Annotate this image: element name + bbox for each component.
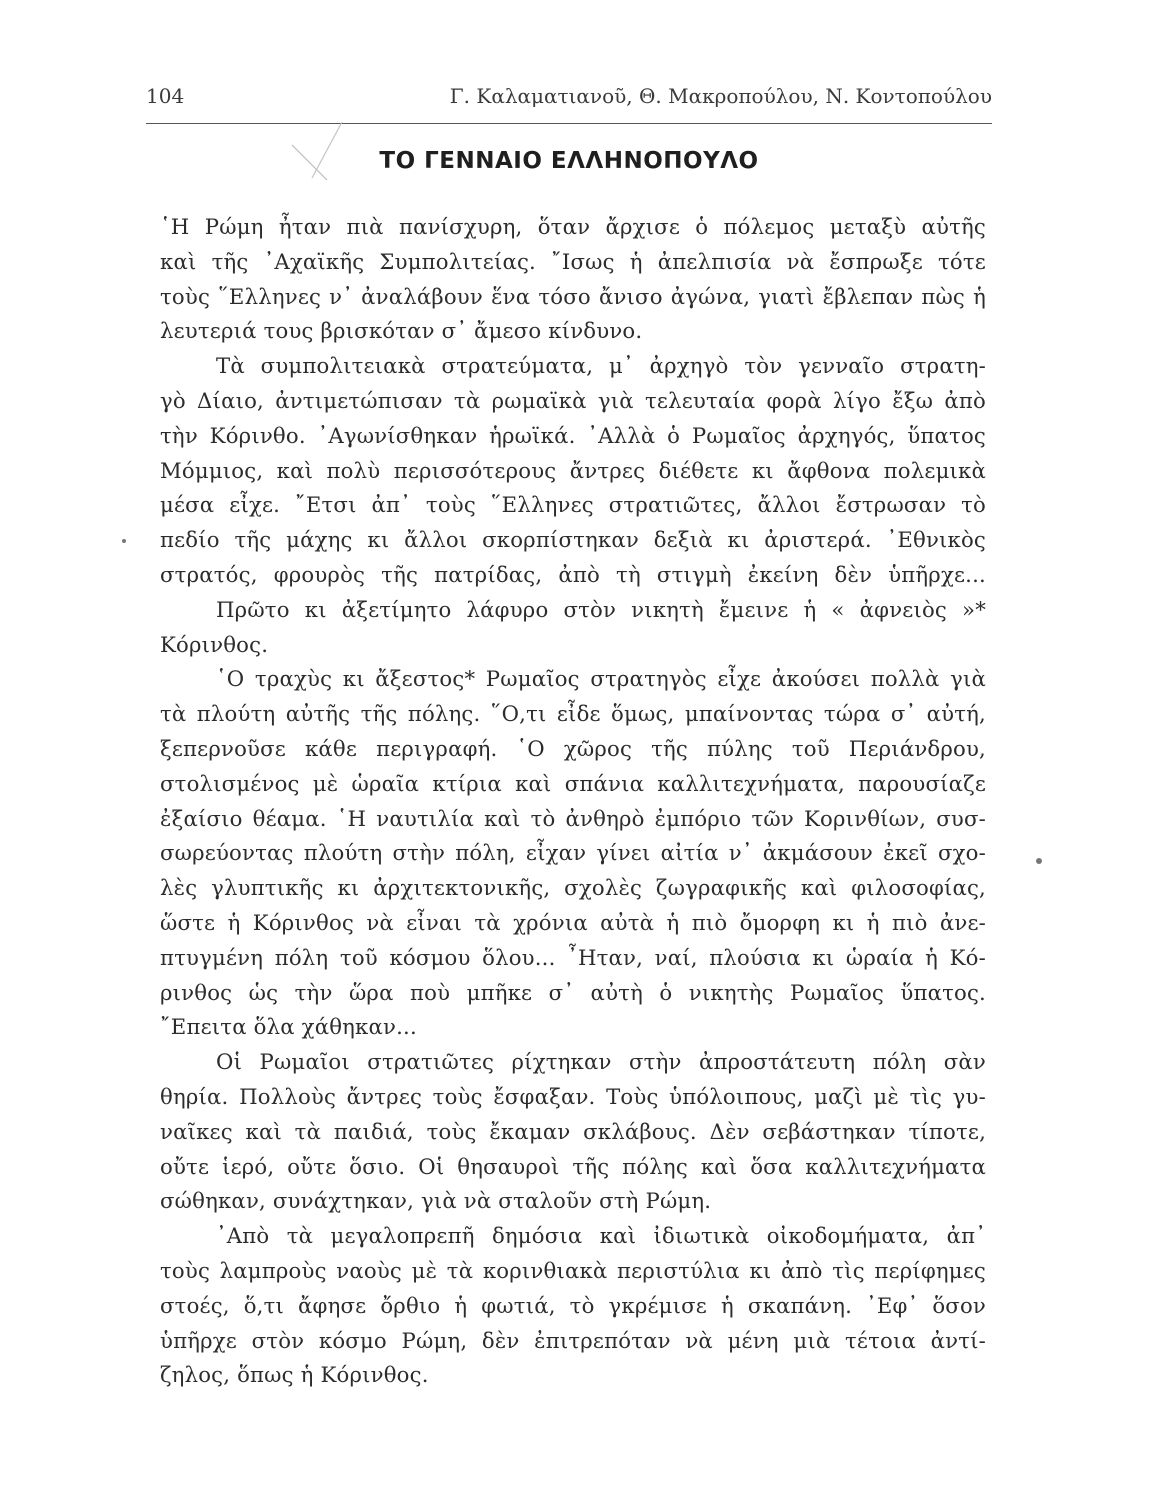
chapter-title: ΤΟ ΓΕΝΝΑΙΟ ΕΛΛΗΝΟΠΟΥΛΟ [379, 148, 759, 174]
text-line: οὔτε ἱερό, οὔτε ὅσιο. Οἱ θησαυροὶ τῆς πόλης καὶ ὅσα καλλιτεχνήματα [160, 1153, 986, 1179]
page-number: 104 [146, 84, 185, 108]
text-line: Τὰ συμπολιτειακὰ στρατεύματα, μ᾿ ἀρχηγὸ τὸν γενναῖο στρατη- [216, 353, 986, 379]
text-line: πτυγμένη πόλη τοῦ κόσμου ὅλου... ῏Ηταν, ναί, πλούσια κι ὡραία ἡ Κό- [160, 944, 986, 970]
margin-dot [1036, 858, 1042, 864]
text-line: Μόμμιος, καὶ πολὺ περισσότερους ἄντρες διέθετε κι ἄφθονα πολεμικὰ [160, 457, 986, 483]
text-line: γὸ Δίαιο, ἀντιμετώπισαν τὰ ρωμαϊκὰ γιὰ τελευταία φορὰ λίγο ἔξω ἀπὸ [160, 387, 986, 413]
running-header [146, 84, 992, 114]
text-line: μέσα εἶχε. ῎Ετσι ἀπ᾿ τοὺς ῞Ελληνες στρατιῶτες, ἄλλοι ἔστρωσαν τὸ [160, 492, 986, 518]
text-line: λὲς γλυπτικῆς κι ἀρχιτεκτονικῆς, σχολὲς ζωγραφικῆς καὶ φιλοσοφίας, [160, 875, 986, 901]
text-line: ναῖκες καὶ τὰ παιδιά, τοὺς ἔκαμαν σκλάβους. Δὲν σεβάστηκαν τίποτε, [160, 1118, 986, 1144]
text-line: ρινθος ὡς τὴν ὥρα ποὺ μπῆκε σ᾿ αὐτὴ ὁ νικητὴς Ρωμαῖος ὕπατος. [160, 979, 986, 1005]
text-line: τοὺς λαμπροὺς ναοὺς μὲ τὰ κορινθιακὰ περιστύλια κι ἀπὸ τὶς περίφημες [160, 1257, 986, 1283]
header-authors: Γ. Καλαματιανοῦ, Θ. Μακροπούλου, Ν. Κοντοπούλου [449, 84, 992, 108]
text-line: ῾Η Ρώμη ἦταν πιὰ πανίσχυρη, ὅταν ἄρχισε ὁ πόλεμος μεταξὺ αὐτῆς [160, 214, 986, 239]
text-line: τοὺς ῞Ελληνες ν᾿ ἀναλάβουν ἕνα τόσο ἄνισο ἀγώνα, γιατὶ ἔβλεπαν πὼς ἡ [160, 283, 986, 309]
text-line: ὥστε ἡ Κόρινθος νὰ εἶναι τὰ χρόνια αὐτὰ ἡ πιὸ ὄμορφη κι ἡ πιὸ ἀνε- [160, 909, 986, 935]
text-line: καὶ τῆς ᾿Αχαϊκῆς Συμπολιτείας. ῎Ισως ἡ ἀπελπισία νὰ ἔσπρωξε τότε [160, 248, 986, 274]
text-line: Πρῶτο κι ἀξετίμητο λάφυρο στὸν νικητὴ ἔμεινε ἡ « ἀφνειὸς »* [216, 596, 986, 622]
text-line: ὑπῆρχε στὸν κόσμο Ρώμη, δὲν ἐπιτρεπόταν νὰ μένη μιὰ τέτοια ἀντί- [160, 1327, 986, 1353]
text-line: πεδίο τῆς μάχης κι ἄλλοι σκορπίστηκαν δεξιὰ κι ἀριστερά. ᾿Εθνικὸς [160, 527, 986, 553]
text-line: ξεπερνοῦσε κάθε περιγραφή. ῾Ο χῶρος τῆς πύλης τοῦ Περιάνδρου, [160, 735, 986, 761]
text-line: σώθηκαν, συνάχτηκαν, γιὰ νὰ σταλοῦν στὴ Ρώμη. [160, 1188, 712, 1214]
text-line: στοές, ὅ,τι ἄφησε ὄρθιο ἡ φωτιά, τὸ γκρέμισε ἡ σκαπάνη. ᾿Εφ᾿ ὅσον [160, 1292, 986, 1318]
text-line: ῾Ο τραχὺς κι ἄξεστος* Ρωμαῖος στρατηγὸς εἶχε ἀκούσει πολλὰ γιὰ [216, 666, 986, 692]
text-line: θηρία. Πολλοὺς ἄντρες τοὺς ἔσφαξαν. Τοὺς ὑπόλοιπους, μαζὶ μὲ τὶς γυ- [160, 1083, 986, 1109]
text-line: ῎Επειτα ὅλα χάθηκαν... [160, 1014, 417, 1040]
body-text [160, 210, 986, 1393]
text-line: τὰ πλούτη αὐτῆς τῆς πόλης. ῞Ο,τι εἶδε ὅμως, μπαίνοντας τώρα σ᾿ αὐτή, [160, 701, 986, 727]
text-line: τὴν Κόρινθο. ᾿Αγωνίσθηκαν ἡρωϊκά. ᾿Αλλὰ ὁ Ρωμαῖος ἀρχηγός, ὕπατος [160, 422, 986, 448]
header-rule [146, 123, 992, 124]
text-line: σωρεύοντας πλούτη στὴν πόλη, εἶχαν γίνει αἰτία ν᾿ ἀκμάσουν ἐκεῖ σχο- [160, 840, 986, 866]
margin-dot [122, 539, 126, 543]
text-line: λευτεριά τους βρισκόταν σ᾿ ἄμεσο κίνδυνο. [160, 318, 643, 344]
text-line: στολισμένος μὲ ὡραῖα κτίρια καὶ σπάνια καλλιτεχνήματα, παρουσίαζε [160, 770, 986, 796]
text-line: Κόρινθος. [160, 631, 269, 657]
text-line: ζηλος, ὅπως ἡ Κόρινθος. [160, 1362, 429, 1388]
text-line: ᾿Απὸ τὰ μεγαλοπρεπῆ δημόσια καὶ ἰδιωτικὰ οἰκοδομήματα, ἀπ᾿ [216, 1223, 986, 1249]
text-line: στρατός, φρουρὸς τῆς πατρίδας, ἀπὸ τὴ στιγμὴ ἐκείνη δὲν ὑπῆρχε... [160, 561, 986, 587]
text-line: Οἱ Ρωμαῖοι στρατιῶτες ρίχτηκαν στὴν ἀπροστάτευτη πόλη σὰν [216, 1049, 986, 1075]
text-line: ἐξαίσιο θέαμα. ῾Η ναυτιλία καὶ τὸ ἀνθηρὸ ἐμπόριο τῶν Κορινθίων, συσ- [160, 805, 986, 831]
